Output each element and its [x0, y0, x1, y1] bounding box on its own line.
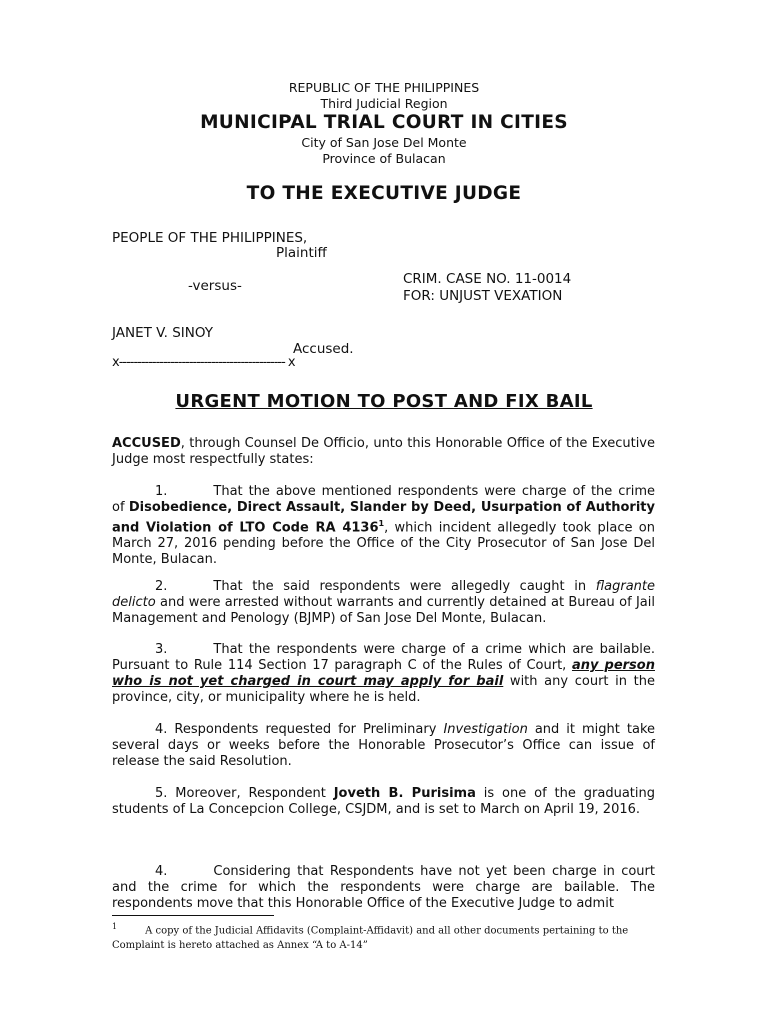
motion-title: URGENT MOTION TO POST AND FIX BAIL	[175, 391, 593, 412]
p1-text-b: , which incident allegedly took place on March 27, 2016 pending before the Office of the City Prosecutor of San Jose Del Monte, Bulacan.	[112, 520, 655, 568]
p1-bold: Disobedience, Direct Assault, Slander by Deed, Usurpation of Authority and Violation of LTO Code RA 4136	[112, 500, 655, 536]
versus-label: -versus-	[188, 278, 242, 294]
accused-role: Accused.	[293, 341, 354, 357]
republic-line: REPUBLIC OF THE PHILIPPINES	[288, 80, 480, 95]
p4-italic: Investigation	[443, 722, 528, 737]
intro-bold: ACCUSED	[112, 436, 181, 451]
paragraph-4	[112, 722, 655, 770]
plaintiff-role: Plaintiff	[276, 245, 327, 261]
p3-number: 3.	[155, 642, 168, 657]
p5-bold: Joveth B. Purisima	[333, 786, 476, 801]
paragraph-6	[112, 864, 655, 912]
addressee-heading: TO THE EXECUTIVE JUDGE	[246, 183, 522, 204]
region-line: Third Judicial Region	[320, 96, 448, 111]
p6-number: 4.	[155, 864, 168, 879]
footnote-text: A copy of the Judicial Affidavits (Complaint-Affidavit) and all other documents pertaining to the Complaint is hereto attached as Annex “A to A-14”	[112, 925, 629, 952]
intro-paragraph	[112, 436, 655, 468]
p5-text-a: Moreover, Respondent	[167, 786, 334, 801]
paragraph-5	[112, 786, 655, 818]
p2-text-b: and were arrested without warrants and currently detained at Bureau of Jail Management and Penology (BJMP) of San Jose Del Monte, Bulacan.	[112, 595, 655, 626]
court-name: MUNICIPAL TRIAL COURT IN CITIES	[200, 112, 568, 133]
p2-number: 2.	[155, 579, 168, 594]
province-line: Province of Bulacan	[322, 151, 446, 166]
city-line: City of San Jose Del Monte	[301, 135, 467, 150]
case-offense: FOR: UNJUST VEXATION	[403, 288, 563, 304]
footnote	[112, 919, 657, 953]
p4-number: 4.	[155, 722, 168, 737]
intro-text: , through Counsel De Officio, unto this Honorable Office of the Executive Judge most respectfully states:	[112, 436, 655, 467]
plaintiff-name: PEOPLE OF THE PHILIPPINES,	[112, 230, 308, 246]
p3-emphasis: any person who is not yet charged in court may apply for bail	[112, 658, 655, 689]
p5-text-b: is one of the graduating students of La Concepcion College, CSJDM, and is set to March on April 19, 2016.	[112, 786, 656, 817]
paragraph-3	[112, 642, 655, 706]
p6-text: Considering that Respondents have not yet been charge in court and the crime for which the respondents were charge are bailable. The respondents move that this Honorable Office of the Executive Judge to admit	[112, 864, 655, 911]
case-number: CRIM. CASE NO. 11-0014	[403, 271, 572, 287]
p3-text-a: That the respondents were charge of a crime which are bailable. Pursuant to Rule 114 Section 17 paragraph C of the Rules of Court,	[112, 642, 655, 673]
p1-text-a: That the above mentioned respondents were charge of the crime of	[112, 484, 655, 515]
p2-text-a: That the said respondents were allegedly caught in	[213, 579, 596, 594]
p5-number: 5.	[155, 786, 168, 801]
p1-number: 1.	[155, 484, 168, 499]
accused-name: JANET V. SINOY	[112, 325, 214, 341]
footnote-ref: 1	[378, 519, 385, 528]
p2-italic: flagrante delicto	[112, 579, 655, 610]
p3-text-b: with any court in the province, city, or municipality where he is held.	[112, 674, 655, 705]
p4-text-a: Respondents requested for Preliminary	[167, 722, 444, 737]
p4-text-b: and it might take several days or weeks before the Honorable Prosecutor’s Office can issue of release the said Resolution.	[112, 722, 656, 769]
paragraph-1	[112, 484, 655, 568]
footnote-rule	[112, 915, 274, 916]
footnote-mark: 1	[112, 922, 118, 931]
paragraph-2	[112, 579, 655, 627]
caption-separator: x--------------------------------------------- x	[112, 355, 295, 370]
